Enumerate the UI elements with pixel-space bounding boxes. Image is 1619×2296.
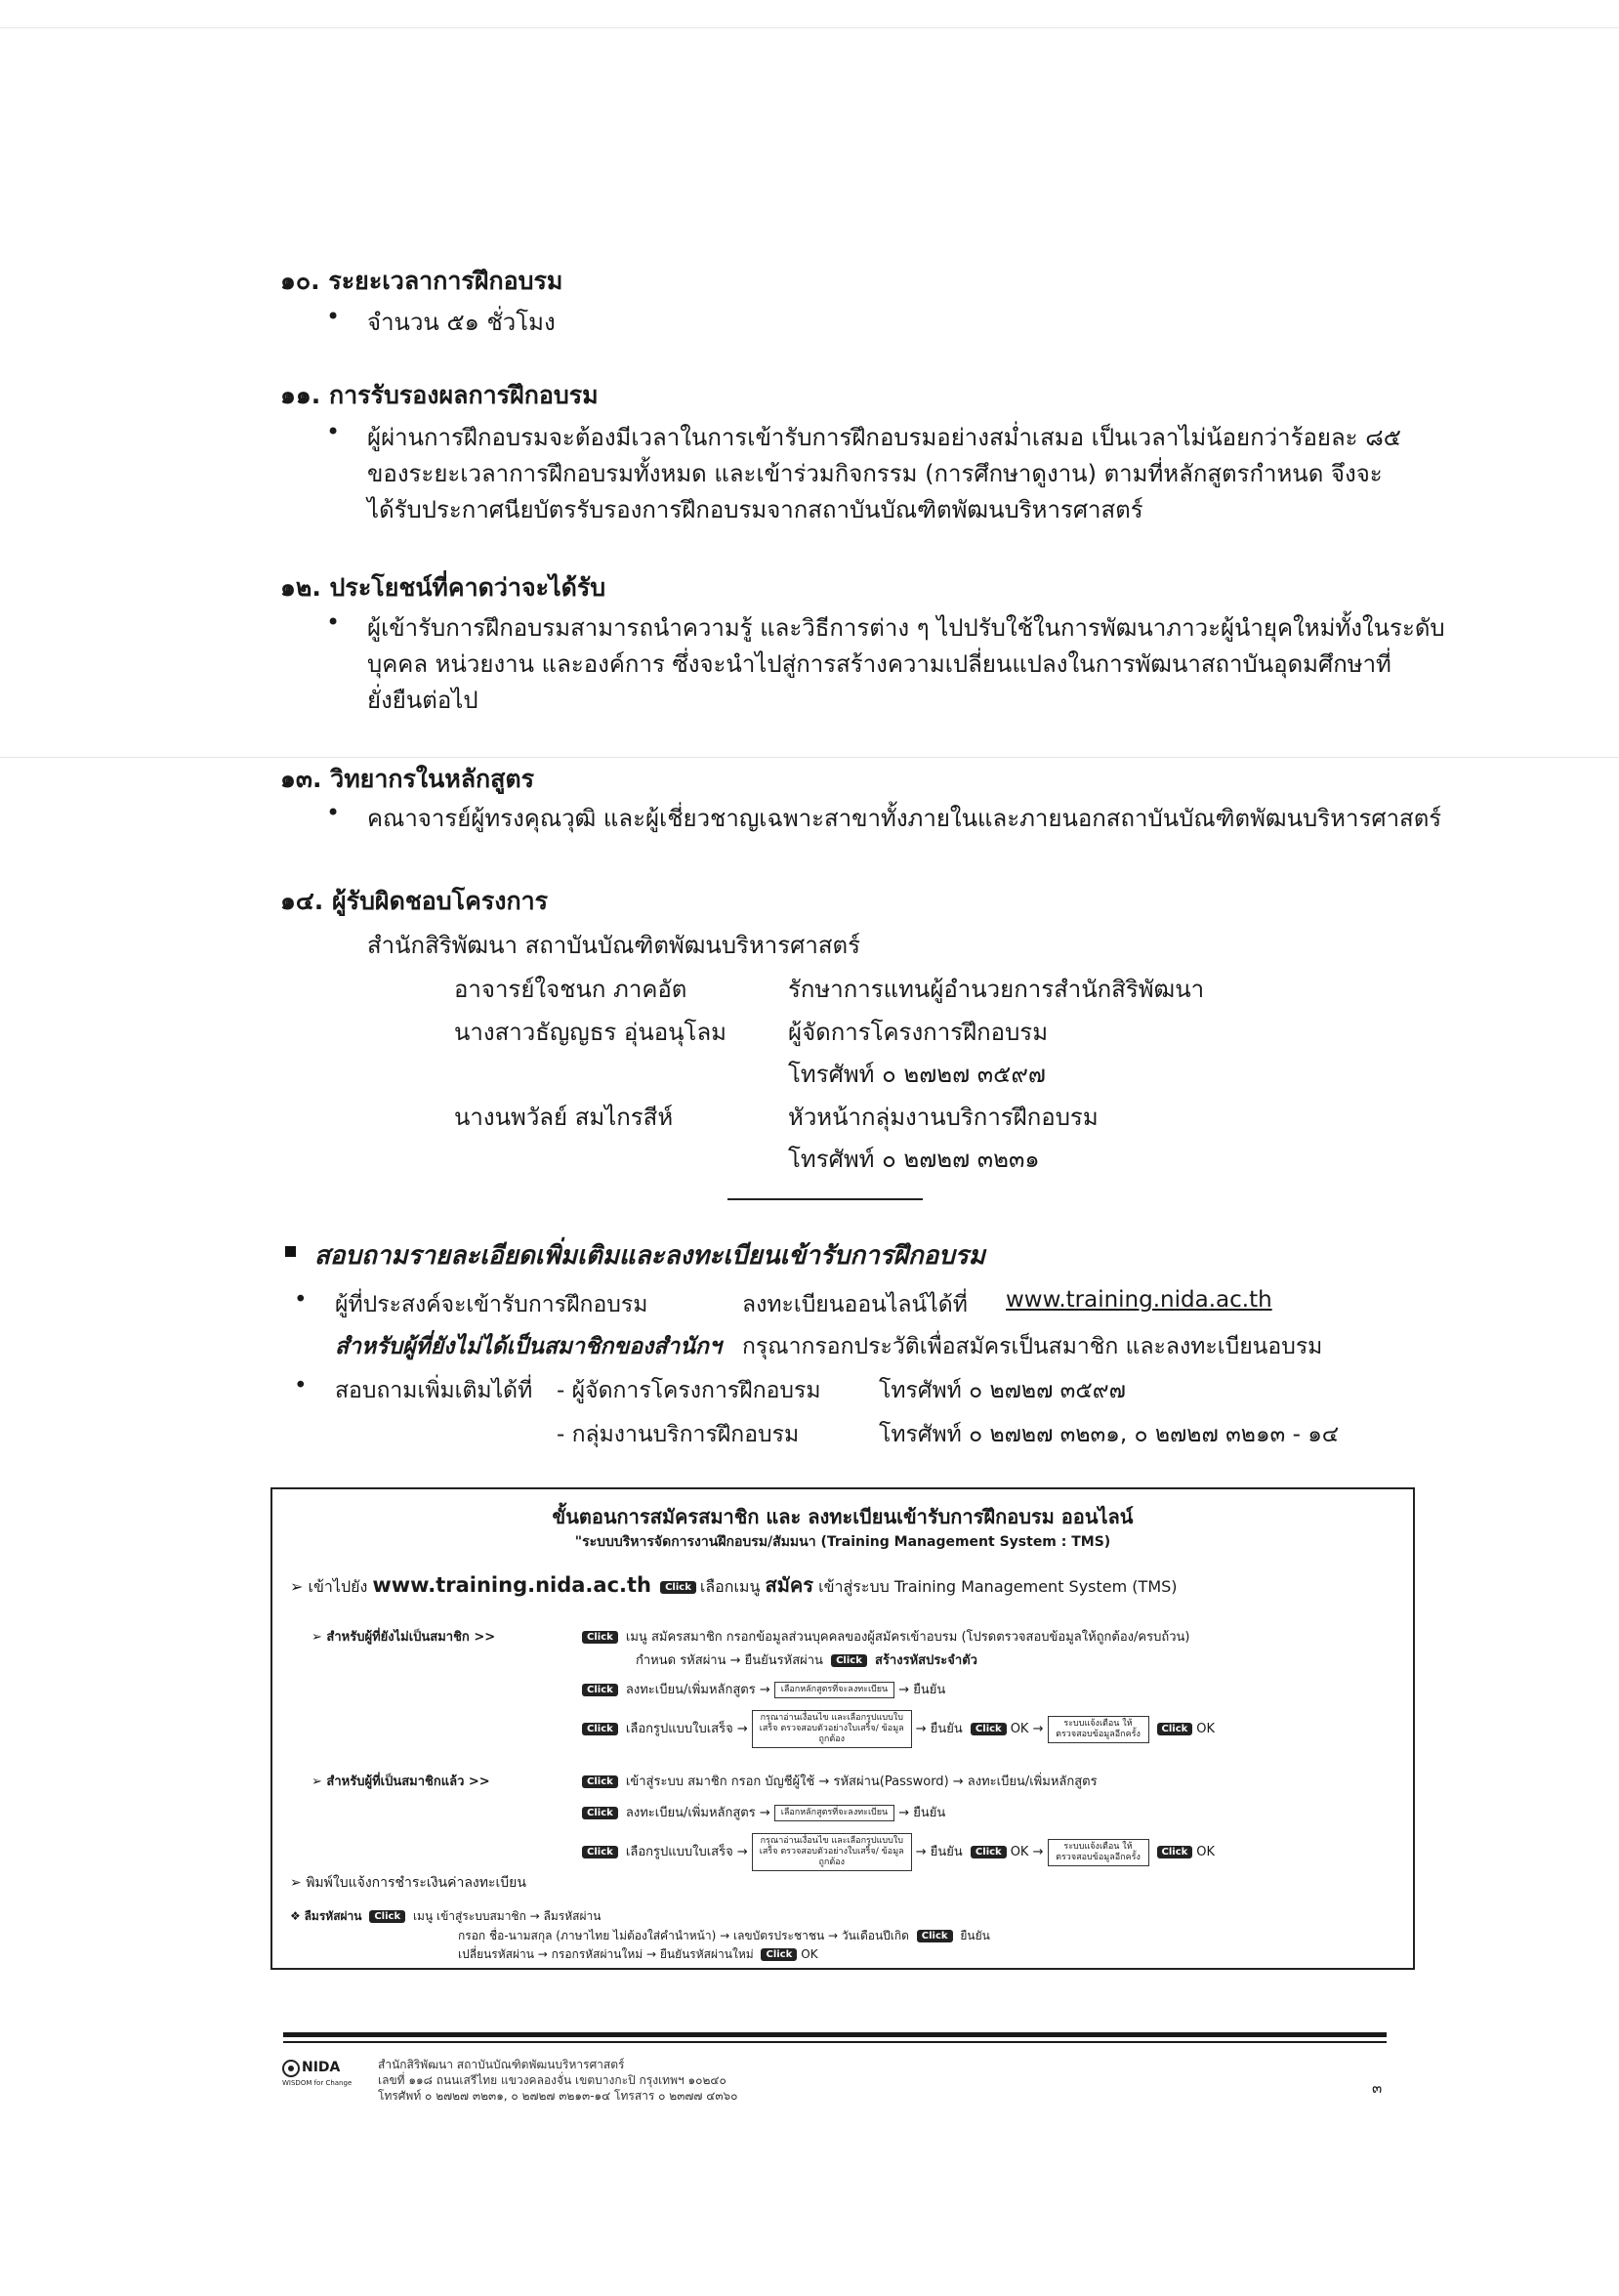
person-2-role: ผู้จัดการโครงการฝึกอบรม — [788, 1019, 1049, 1046]
section-12-line-1: • ผู้เข้ารับการฝึกอบรมสามารถนำความรู้ และวิธีการต่าง ๆ ไปปรับใช้ในการพัฒนาภาวะผู้นำยุคใหม่ทั้งในระดับ — [367, 608, 1445, 647]
section-10-item: • จำนวน ๕๑ ชั่วโมง — [367, 303, 556, 341]
ok-label: OK — [1196, 1845, 1216, 1859]
member-text: สำหรับผู้ที่เป็นสมาชิกแล้ว >> — [326, 1774, 490, 1789]
reg-step-goto: ➢ เข้าไปยัง www.training.nida.ac.th Click เลือกเมนู สมัคร เข้าสู่ระบบ Training Management System (TMS) — [290, 1573, 1178, 1597]
section-13-heading: ๑๓. วิทยากรในหลักสูตร — [280, 765, 535, 793]
print-text: พิมพ์ใบแจ้งการชำระเงินค่าลงทะเบียน — [306, 1875, 526, 1891]
nm3-box2: ระบบแจ้งเตือน ให้ตรวจสอบข้อมูลอีกครั้ง — [1048, 1716, 1149, 1743]
footer-line-1: สำนักสิริพัฒนา สถาบันบัณฑิตพัฒนบริหารศาสตร์ — [378, 2058, 625, 2071]
section-11-line-2: ของระยะเวลาการฝึกอบรมทั้งหมด และเข้าร่วมกิจกรรม (การศึกษาดูงาน) ตามที่หลักสูตรกำหนด จึงจะ — [367, 460, 1383, 487]
forgot-step-2 — [458, 1927, 990, 1945]
square-bullet-icon — [285, 1246, 296, 1257]
click-badge: Click — [971, 1723, 1007, 1735]
member-step-2 — [578, 1802, 945, 1822]
choose-menu-label: เลือกเมนู — [699, 1577, 761, 1596]
person-3-name: นางนพวัลย์ สมไกรสีห์ — [454, 1104, 674, 1131]
click-badge: Click — [1157, 1723, 1193, 1735]
click-badge: Click — [369, 1910, 405, 1923]
enter-system-label: เข้าสู่ระบบ Training Management System (TMS) — [818, 1577, 1178, 1596]
nm2-text: ลงทะเบียน/เพิ่มหลักสูตร → — [625, 1683, 770, 1697]
section-12-line-3: ยั่งยืนต่อไป — [367, 687, 478, 714]
nonmember-text: สำหรับผู้ที่ยังไม่เป็นสมาชิก >> — [326, 1630, 496, 1645]
forgot-label: ลืมรหัสผ่าน — [304, 1909, 362, 1923]
inquiry-b1-left: ผู้ที่ประสงค์จะเข้ารับการฝึกอบรม — [335, 1292, 648, 1317]
f1-text: เมนู เข้าสู่ระบบสมาชิก → ลืมรหัสผ่าน — [412, 1909, 602, 1923]
reg-title: ขั้นตอนการสมัครสมาชิก และ ลงทะเบียนเข้ารับการฝึกอบรม ออนไลน์ — [552, 1505, 1134, 1528]
person-3-role: หัวหน้ากลุ่มงานบริการฝึกอบรม — [788, 1104, 1099, 1131]
m3-box: กรุณาอ่านเงื่อนไข และเลือกรูปแบบใบเสร็จ ตรวจสอบตัวอย่างใบเสร็จ/ ข้อมูลถูกต้อง — [752, 1833, 912, 1871]
divider — [727, 1198, 923, 1200]
ok-label: OK — [1196, 1722, 1216, 1736]
go-label: เข้าไปยัง — [308, 1577, 368, 1596]
inquiry-b3-left: สอบถามเพิ่มเติมได้ที่ — [335, 1378, 533, 1403]
section-12-line-2: บุคคล หน่วยงาน และองค์การ ซึ่งจะนำไปสู่การสร้างความเปลี่ยนแปลงในการพัฒนาสถาบันอุดมศึกษาที่ — [367, 650, 1391, 678]
forgot-step-3 — [458, 1945, 818, 1964]
print-invoice-step: ➢ พิมพ์ใบแจ้งการชำระเงินค่าลงทะเบียน — [290, 1875, 526, 1891]
f3-text: เปลี่ยนรหัสผ่าน → กรอกรหัสผ่านใหม่ → ยืนยันรหัสผ่านใหม่ — [458, 1947, 754, 1961]
click-badge: Click — [660, 1581, 696, 1594]
section-14-heading: ๑๔. ผู้รับผิดชอบโครงการ — [280, 887, 549, 915]
inquiry-b1-mid: ลงทะเบียนออนไลน์ได้ที่ — [742, 1292, 968, 1317]
forgot-password-step: ❖ ลืมรหัสผ่าน Click เมนู เข้าสู่ระบบสมาชิก → ลืมรหัสผ่าน — [290, 1909, 602, 1923]
nm1b-text: กำหนด รหัสผ่าน → ยืนยันรหัสผ่าน — [636, 1653, 823, 1668]
person-1-name: อาจารย์ใจชนก ภาคอัต — [454, 976, 687, 1003]
ok-label: OK — [1010, 1845, 1029, 1859]
nm2-box: เลือกหลักสูตรที่จะลงทะเบียน — [774, 1682, 894, 1698]
member-label: ➢ สำหรับผู้ที่เป็นสมาชิกแล้ว >> — [311, 1774, 490, 1789]
footer-line-3: โทรศัพท์ ๐ ๒๗๒๗ ๓๒๓๑, ๐ ๒๗๒๗ ๓๒๑๓-๑๔ โทรสาร ๐ ๒๓๗๗ ๔๓๖๐ — [378, 2089, 738, 2103]
nm2-confirm: → ยืนยัน — [898, 1683, 946, 1697]
nm1-text: เมนู สมัครสมาชิก กรอกข้อมูลส่วนบุคคลของผู้สมัครเข้าอบรม (โปรดตรวจสอบข้อมูลให้ถูกต้อง/ครบถ้วน) — [625, 1630, 1190, 1645]
section-12-heading: ๑๒. ประโยชน์ที่คาดว่าจะได้รับ — [280, 573, 606, 602]
member-step-1 — [578, 1771, 1098, 1791]
contact-1-phone: โทรศัพท์ ๐ ๒๗๒๗ ๓๕๙๗ — [879, 1378, 1126, 1403]
m2-box: เลือกหลักสูตรที่จะลงทะเบียน — [774, 1805, 894, 1821]
responsible-office: สำนักสิริพัฒนา สถาบันบัณฑิตพัฒนบริหารศาสตร์ — [367, 932, 860, 959]
section-11-line-3: ได้รับประกาศนียบัตรรับรองการฝึกอบรมจากสถาบันบัณฑิตพัฒนบริหารศาสตร์ — [367, 496, 1143, 523]
click-badge: Click — [831, 1654, 867, 1667]
inquiry-bullet-1 — [335, 1287, 647, 1322]
click-badge: Click — [582, 1723, 618, 1735]
registration-steps-box — [270, 1487, 1415, 1970]
person-1-role: รักษาการแทนผู้อำนวยการสำนักสิริพัฒนา — [788, 976, 1205, 1003]
contact-2-label: - กลุ่มงานบริการฝึกอบรม — [557, 1422, 800, 1447]
nm3-confirm: → ยืนยัน — [915, 1722, 963, 1736]
page-number: ๓ — [1372, 2079, 1383, 2097]
member-step-3: Click เลือกรูปแบบใบเสร็จ →กรุณาอ่านเงื่อนไข และเลือกรูปแบบใบเสร็จ ตรวจสอบตัวอย่างใบเสร็จ/ ข้อมูลถูกต้อง→ ยืนยัน Click OK → ระบบแจ้งเตือน ให้ตรวจสอบข้อมูลอีกครั้ง Click OK — [578, 1833, 1215, 1871]
inquiry-heading: สอบถามรายละเอียดเพิ่มเติมและลงทะเบียนเข้ารับการฝึกอบรม — [314, 1241, 985, 1271]
f2-end: ยืนยัน — [960, 1929, 990, 1942]
inquiry-bullet-3 — [335, 1373, 532, 1408]
footer-line-2: เลขที่ ๑๑๘ ถนนเสรีไทย แขวงคลองจั่น เขตบางกะปิ กรุงเทพฯ ๑๐๒๔๐ — [378, 2073, 726, 2087]
footer-rule-thin — [283, 2041, 1387, 2043]
logo-text: NIDA — [302, 2060, 341, 2075]
m1-text: เข้าสู่ระบบ สมาชิก กรอก บัญชีผู้ใช้ → รหัสผ่าน(Password) → ลงทะเบียน/เพิ่มหลักสูตร — [625, 1774, 1098, 1789]
apply-menu[interactable]: สมัคร — [765, 1573, 814, 1597]
m2-text: ลงทะเบียน/เพิ่มหลักสูตร → — [625, 1806, 770, 1820]
section-11-heading: ๑๑. การรับรองผลการฝึกอบรม — [280, 381, 599, 409]
m3-box2: ระบบแจ้งเตือน ให้ตรวจสอบข้อมูลอีกครั้ง — [1048, 1839, 1149, 1866]
contact-1-label: - ผู้จัดการโครงการฝึกอบรม — [557, 1378, 821, 1403]
nonmember-label: ➢ สำหรับผู้ที่ยังไม่เป็นสมาชิก >> — [311, 1630, 496, 1645]
m3-confirm: → ยืนยัน — [915, 1845, 963, 1859]
nonmember-step-1b — [636, 1649, 977, 1670]
ok-label: OK — [801, 1947, 818, 1961]
click-badge: Click — [582, 1846, 618, 1858]
m2-confirm: → ยืนยัน — [898, 1806, 946, 1820]
click-badge: Click — [582, 1807, 618, 1819]
logo-tagline: WISDOM for Change — [282, 2079, 353, 2087]
nonmember-step-1 — [578, 1626, 1189, 1647]
click-badge: Click — [917, 1930, 953, 1942]
click-badge: Click — [761, 1948, 797, 1961]
m3-text: เลือกรูปแบบใบเสร็จ → — [625, 1845, 748, 1859]
f2-text: กรอก ชื่อ-นามสกุล (ภาษาไทย ไม่ต้องใส่คำนำหน้า) → เลขบัตรประชาชน → วันเดือนปีเกิด — [458, 1929, 909, 1942]
nonmember-step-3: Click เลือกรูปแบบใบเสร็จ →กรุณาอ่านเงื่อนไข และเลือกรูปแบบใบเสร็จ ตรวจสอบตัวอย่างใบเสร็จ/ ข้อมูลถูกต้อง→ ยืนยัน Click OK → ระบบแจ้งเตือน ให้ตรวจสอบข้อมูลอีกครั้ง Click OK — [578, 1710, 1215, 1748]
person-2-phone: โทรศัพท์ ๐ ๒๗๒๗ ๓๕๙๗ — [788, 1061, 1046, 1088]
person-2-name: นางสาวธัญญธร อุ่นอนุโลม — [454, 1019, 726, 1046]
ok-label: OK — [1010, 1722, 1029, 1736]
contact-2-phone: โทรศัพท์ ๐ ๒๗๒๗ ๓๒๓๑, ๐ ๒๗๒๗ ๓๒๑๓ - ๑๔ — [879, 1422, 1340, 1447]
footer-rule-thick — [283, 2032, 1387, 2037]
nida-logo — [282, 2059, 360, 2088]
person-3-phone: โทรศัพท์ ๐ ๒๗๒๗ ๓๒๓๑ — [788, 1146, 1040, 1173]
section-10-heading: ๑๐. ระยะเวลาการฝึกอบรม — [280, 267, 563, 295]
reg-url[interactable]: www.training.nida.ac.th — [372, 1573, 651, 1597]
click-badge: Click — [582, 1684, 618, 1696]
section-13-item: • คณาจารย์ผู้ทรงคุณวุฒิ และผู้เชี่ยวชาญเฉพาะสาขาทั้งภายในและภายนอกสถาบันบัณฑิตพัฒนบริหารศาสตร์ — [367, 799, 1441, 837]
nm1c-text: สร้างรหัสประจำตัว — [875, 1653, 977, 1668]
click-badge: Click — [582, 1631, 618, 1644]
nm3-text: เลือกรูปแบบใบเสร็จ → — [625, 1722, 748, 1736]
click-badge: Click — [971, 1846, 1007, 1858]
reg-subtitle: "ระบบบริหารจัดการงานฝึกอบรม/สัมมนา (Training Management System : TMS) — [574, 1534, 1111, 1550]
click-badge: Click — [1157, 1846, 1193, 1858]
inquiry-b2-right: กรุณากรอกประวัติเพื่อสมัครเป็นสมาชิก และลงทะเบียนอบรม — [742, 1334, 1323, 1359]
nm3-box: กรุณาอ่านเงื่อนไข และเลือกรูปแบบใบเสร็จ ตรวจสอบตัวอย่างใบเสร็จ/ ข้อมูลถูกต้อง — [752, 1710, 912, 1748]
inquiry-b2-left: สำหรับผู้ที่ยังไม่ได้เป็นสมาชิกของสำนักฯ — [335, 1334, 722, 1359]
section-11-line-1: • ผู้ผ่านการฝึกอบรมจะต้องมีเวลาในการเข้ารับการฝึกอบรมอย่างสม่ำเสมอ เป็นเวลาไม่น้อยกว่าร้อยละ ๘๕ — [367, 418, 1401, 456]
nonmember-step-2 — [578, 1679, 945, 1699]
training-link[interactable]: www.training.nida.ac.th — [1006, 1287, 1272, 1313]
click-badge: Click — [582, 1775, 618, 1788]
